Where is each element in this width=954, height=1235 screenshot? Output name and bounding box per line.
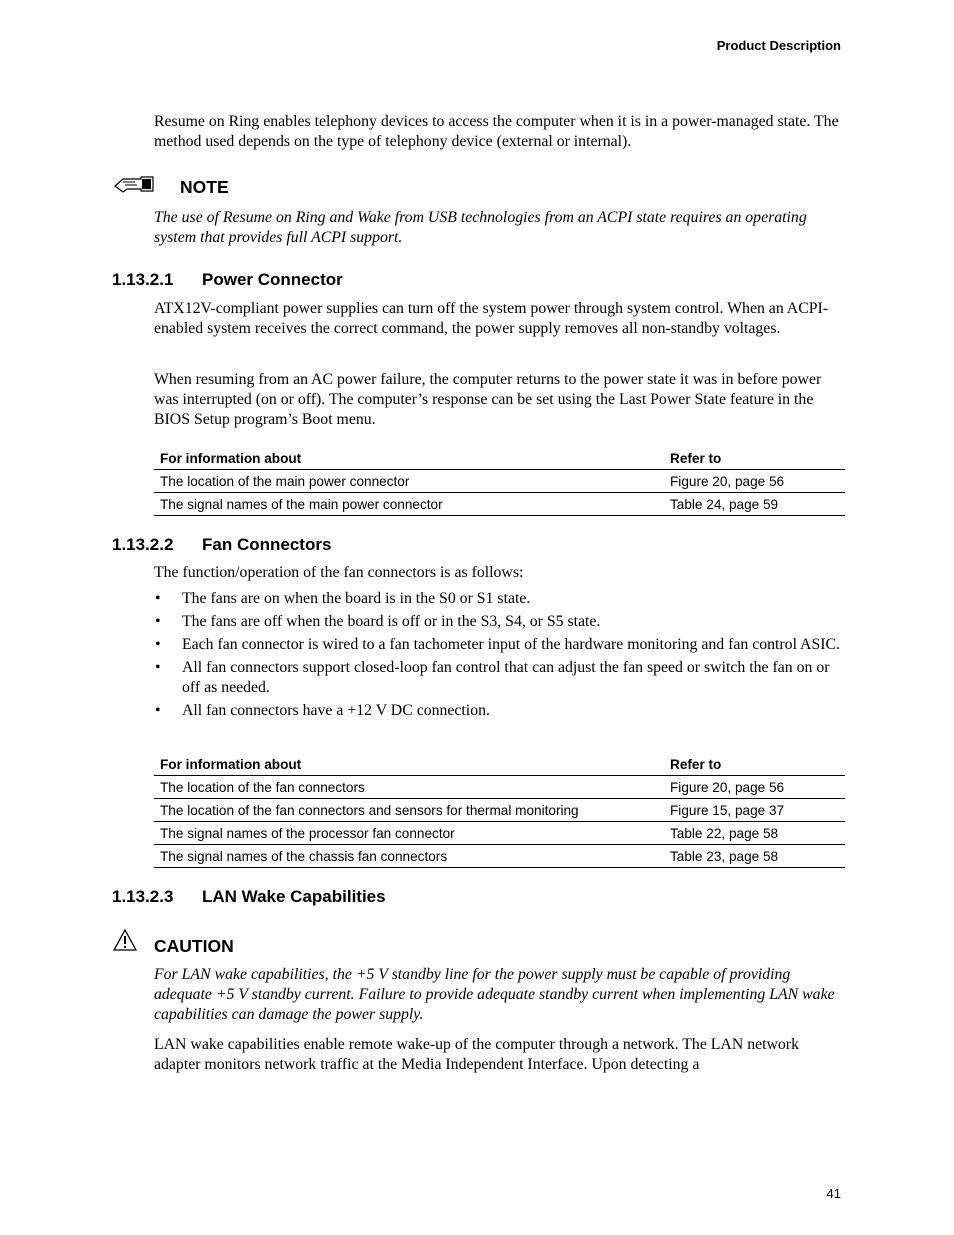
fan-intro: The function/operation of the fan connectors is as follows: — [154, 564, 524, 581]
heading-number: 1.13.2.2 — [112, 535, 174, 554]
heading-lan-wake — [112, 887, 386, 907]
list-item: • Each fan connector is wired to a fan tachometer input of the hardware monitoring and fan control ASIC. — [154, 635, 844, 655]
note-hand-icon — [113, 173, 157, 195]
table-cell: Figure 20, page 56 — [664, 470, 845, 493]
table-cell: The signal names of the processor fan connector — [154, 822, 664, 845]
heading-number: 1.13.2.1 — [112, 270, 174, 289]
heading-number: 1.13.2.3 — [112, 887, 174, 906]
table-row — [154, 799, 845, 822]
power-paragraph-2: When resuming from an AC power failure, the computer returns to the power state it was in before power was interrupted (on or off). The computer’s response can be set using the Last Power State feature in the BIOS Setup program’s Boot menu. — [154, 371, 822, 428]
table-row — [154, 493, 845, 516]
table-cell: Table 24, page 59 — [664, 493, 845, 516]
power-reference-table — [154, 444, 845, 516]
list-item: • The fans are on when the board is in the S0 or S1 state. — [154, 589, 844, 609]
running-header: Product Description — [716, 38, 841, 53]
heading-title: Fan Connectors — [202, 535, 332, 554]
lan-paragraph: LAN wake capabilities enable remote wake-up of the computer through a network. The LAN network adapter monitors network traffic at the Media Independent Interface. Upon detecting a — [154, 1036, 799, 1073]
page-number: 41 — [826, 1186, 841, 1201]
table-header: For information about — [154, 750, 664, 776]
list-item: • All fan connectors have a +12 V DC connection. — [154, 701, 844, 721]
heading-fan-connectors — [112, 535, 331, 555]
table-header: Refer to — [664, 750, 845, 776]
list-item: • All fan connectors support closed-loop fan control that can adjust the fan speed or switch the fan on or off as needed. — [154, 658, 844, 698]
table-header: For information about — [154, 444, 664, 470]
note-text: The use of Resume on Ring and Wake from USB technologies from an ACPI state requires an operating system that provides full ACPI support. — [154, 209, 807, 246]
table-row — [154, 845, 845, 868]
caution-text: For LAN wake capabilities, the +5 V standby line for the power supply must be capable of providing adequate +5 V standby current. Failure to provide adequate standby current when implementing LAN wake capabilities can damage the power supply. — [154, 966, 835, 1023]
table-cell: Table 23, page 58 — [664, 845, 845, 868]
table-row — [154, 470, 845, 493]
table-cell: Figure 20, page 56 — [664, 776, 845, 799]
table-header-row — [154, 750, 845, 776]
table-row — [154, 776, 845, 799]
note-title: NOTE — [180, 177, 229, 197]
heading-power-connector — [112, 270, 343, 290]
table-cell: Figure 15, page 37 — [664, 799, 845, 822]
heading-title: Power Connector — [202, 270, 343, 289]
table-cell: Table 22, page 58 — [664, 822, 845, 845]
caution-title: CAUTION — [154, 936, 234, 956]
table-cell: The location of the fan connectors and sensors for thermal monitoring — [154, 799, 664, 822]
fan-bullet-list — [154, 589, 844, 724]
list-item: • The fans are off when the board is off or in the S3, S4, or S5 state. — [154, 612, 844, 632]
table-cell: The location of the main power connector — [154, 470, 664, 493]
table-cell: The location of the fan connectors — [154, 776, 664, 799]
table-row — [154, 822, 845, 845]
fan-reference-table — [154, 750, 845, 868]
table-cell: The signal names of the chassis fan connectors — [154, 845, 664, 868]
intro-paragraph: Resume on Ring enables telephony devices to access the computer when it is in a power-managed state. The method used depends on the type of telephony device (external or internal). — [154, 113, 839, 150]
power-paragraph-1: ATX12V-compliant power supplies can turn off the system power through system control. When an ACPI-enabled system receives the correct command, the power supply removes all non-standby voltages. — [154, 300, 829, 337]
table-cell: The signal names of the main power connector — [154, 493, 664, 516]
heading-title: LAN Wake Capabilities — [202, 887, 386, 906]
table-header-row — [154, 444, 845, 470]
table-header: Refer to — [664, 444, 845, 470]
warning-triangle-icon — [112, 928, 138, 952]
